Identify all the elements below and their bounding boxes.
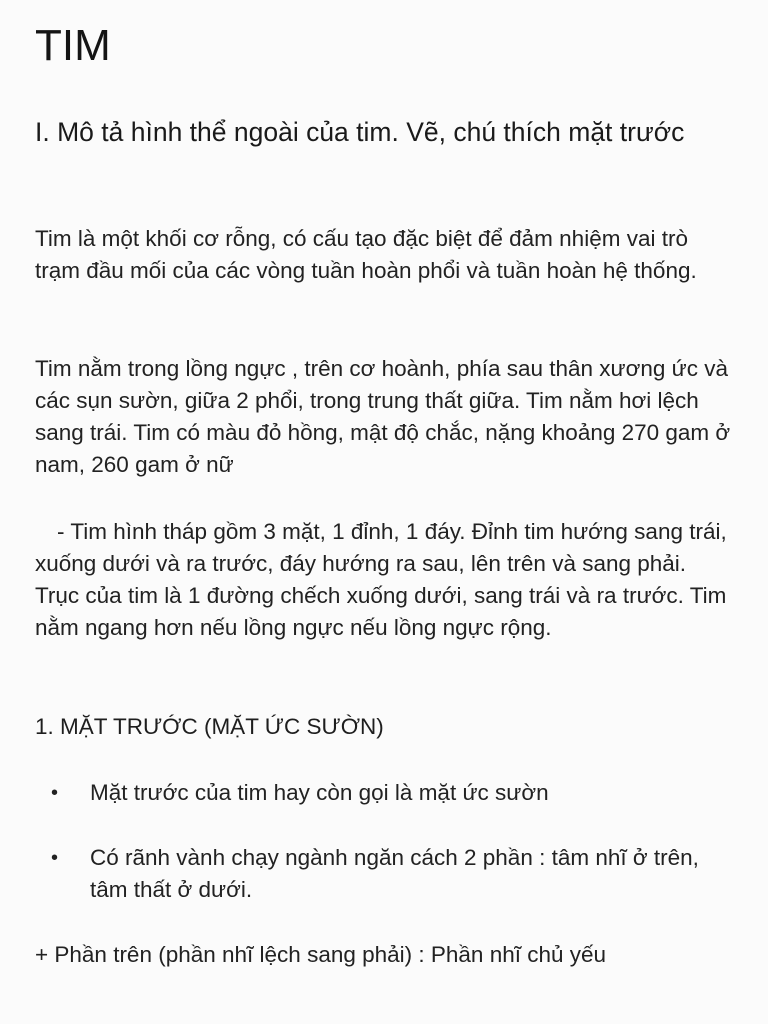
- bullet-text: Có rãnh vành chạy ngành ngăn cách 2 phần : tâm nhĩ ở trên, tâm thất ở dưới.: [90, 845, 699, 902]
- section-heading: I. Mô tả hình thể ngoài của tim. Vẽ, chú thích mặt trước: [35, 117, 685, 147]
- list-item: [35, 777, 735, 809]
- bullet-text: Mặt trước của tim hay còn gọi là mặt ức sườn: [90, 780, 549, 805]
- bullet-dot-icon: •: [51, 847, 59, 869]
- list-item: [35, 842, 735, 906]
- paragraph-intro: Tim là một khối cơ rỗng, có cấu tạo đặc biệt để đảm nhiệm vai trò trạm đầu mối của các vòng tuần hoàn phổi và tuần hoàn hệ thống.: [35, 226, 697, 283]
- paragraph-position: Tim nằm trong lồng ngực , trên cơ hoành, phía sau thân xương ức và các sụn sườn, giữa 2 phổi, trong trung thất giữa. Tim nằm hơi lệch sang trái. Tim có màu đỏ hồng, mật độ chắc, nặng khoảng 270 gam ở nam, 260 gam ở nữ: [35, 356, 731, 477]
- paragraph-closing: + Phần trên (phần nhĩ lệch sang phải) : Phần nhĩ chủ yếu: [35, 942, 607, 967]
- bullet-dot-icon: •: [51, 782, 59, 804]
- sub-heading-front-surface: 1. MẶT TRƯỚC (MẶT ỨC SƯỜN): [35, 714, 384, 739]
- bullet-list: [35, 777, 735, 939]
- paragraph-shape: - Tim hình tháp gồm 3 mặt, 1 đỉnh, 1 đáy. Đỉnh tim hướng sang trái, xuống dưới và ra trước, đáy hướng ra sau, lên trên và sang phải. Trục của tim là 1 đường chếch xuống dưới, sang trái và ra trước. Tim nằm ngang hơn nếu lồng ngực nếu lồng ngực rộng.: [35, 519, 727, 640]
- document-title: TIM: [35, 21, 111, 70]
